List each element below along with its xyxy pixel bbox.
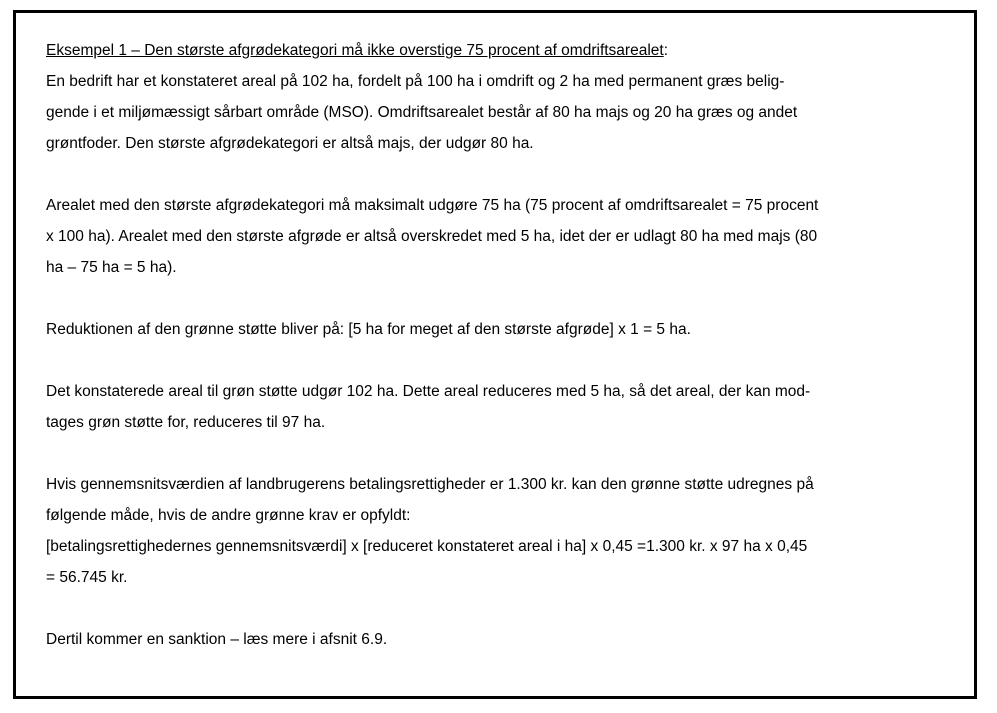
paragraph-reduction [46, 314, 946, 345]
text-line: grøntfoder. Den største afgrødekategori er altså majs, der udgør 80 ha. [46, 135, 534, 152]
text-line: Dertil kommer en sanktion – læs mere i afsnit 6.9. [46, 631, 388, 648]
text-line: tages grøn støtte for, reduceres til 97 ha. [46, 414, 326, 431]
text-line: Hvis gennemsnitsværdien af landbrugerens betalingsrettigheder er 1.300 kr. kan den grønne støtte udregnes på [46, 476, 814, 493]
paragraph-max-crop-calculation [46, 190, 946, 283]
text-line: = 56.745 kr. [46, 569, 128, 586]
example-heading-text: Eksempel 1 – Den største afgrødekategori må ikke overstige 75 procent af omdriftsarealet [46, 42, 664, 59]
text-line: Det konstaterede areal til grøn støtte udgør 102 ha. Dette areal reduceres med 5 ha, så det areal, der kan mod- [46, 383, 811, 400]
text-line: gende i et miljømæssigt sårbart område (MSO). Omdriftsarealet består af 80 ha majs og 20 ha græs og andet [46, 104, 798, 121]
text-line: En bedrift har et konstateret areal på 102 ha, fordelt på 100 ha i omdrift og 2 ha med permanent græs belig- [46, 73, 785, 90]
example-heading [46, 35, 946, 66]
paragraph-sanction-note [46, 624, 946, 655]
text-line: følgende måde, hvis de andre grønne krav er opfyldt: [46, 507, 411, 524]
text-line: x 100 ha). Arealet med den største afgrøde er altså overskredet med 5 ha, idet der er udlagt 80 ha med majs (80 [46, 228, 818, 245]
text-line: Arealet med den største afgrødekategori må maksimalt udgøre 75 ha (75 procent af omdriftsarealet = 75 procent [46, 197, 819, 214]
paragraph-farm-description [46, 66, 946, 159]
example-heading-colon: : [663, 42, 669, 59]
text-line: Reduktionen af den grønne støtte bliver på: [5 ha for meget af den største afgrøde] x 1 = 5 ha. [46, 321, 691, 338]
paragraph-support-calculation [46, 469, 946, 593]
text-line: [betalingsrettighedernes gennemsnitsværdi] x [reduceret konstateret areal i ha] x 0,45 =1.300 kr. x 97 ha x 0,45 [46, 538, 808, 555]
text-line: ha – 75 ha = 5 ha). [46, 259, 177, 276]
example-1-box [13, 10, 977, 699]
paragraph-reduced-area [46, 376, 946, 438]
